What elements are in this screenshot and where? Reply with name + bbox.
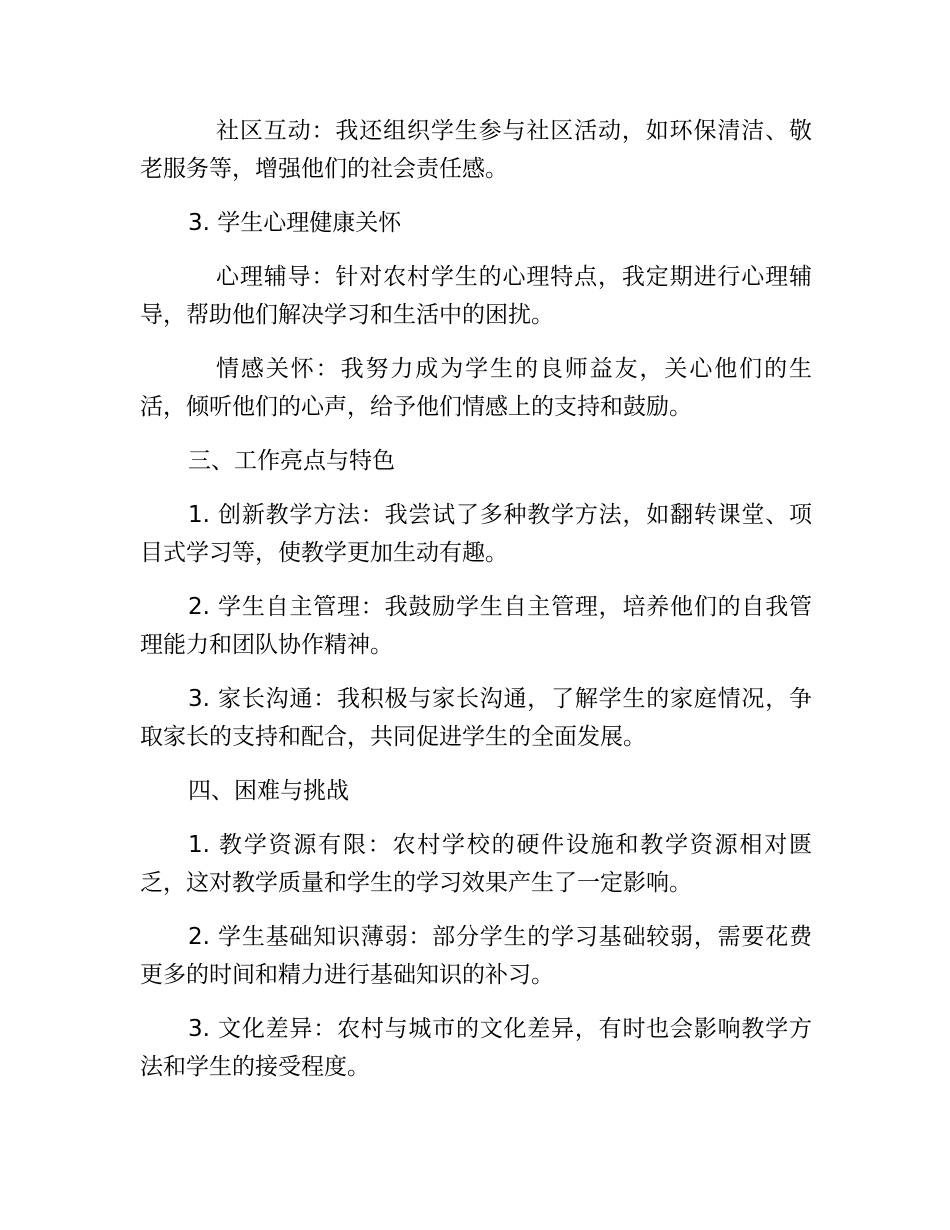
heading-highlights: 三、工作亮点与特色 (188, 448, 395, 474)
paragraph-psychological-counseling: 心理辅导：针对农村学生的心理特点，我定期进行心理辅导，帮助他们解决学习和生活中的困扰。 (140, 264, 812, 328)
paragraph-limited-resources: 1. 教学资源有限：农村学校的硬件设施和教学资源相对匮乏，这对教学质量和学生的学习效果产生了一定影响。 (140, 832, 812, 896)
heading-mental-health-care: 3. 学生心理健康关怀 (188, 210, 402, 236)
paragraph-innovative-teaching: 1. 创新教学方法：我尝试了多种教学方法，如翻转课堂、项目式学习等，使教学更加生动有趣。 (140, 502, 812, 566)
document-body (140, 112, 812, 1102)
paragraph-emotional-care: 情感关怀：我努力成为学生的良师益友，关心他们的生活，倾听他们的心声，给予他们情感上的支持和鼓励。 (140, 356, 812, 420)
heading-difficulties: 四、困难与挑战 (188, 778, 349, 804)
paragraph-cultural-differences: 3. 文化差异：农村与城市的文化差异，有时也会影响教学方法和学生的接受程度。 (140, 1016, 812, 1080)
paragraph-parent-communication: 3. 家长沟通：我积极与家长沟通，了解学生的家庭情况，争取家长的支持和配合，共同促进学生的全面发展。 (140, 686, 812, 750)
paragraph-self-management: 2. 学生自主管理：我鼓励学生自主管理，培养他们的自我管理能力和团队协作精神。 (140, 594, 812, 658)
paragraph-community-interaction: 社区互动：我还组织学生参与社区活动，如环保清洁、敬老服务等，增强他们的社会责任感。 (140, 118, 812, 182)
paragraph-weak-foundation: 2. 学生基础知识薄弱：部分学生的学习基础较弱，需要花费更多的时间和精力进行基础知识的补习。 (140, 924, 812, 988)
